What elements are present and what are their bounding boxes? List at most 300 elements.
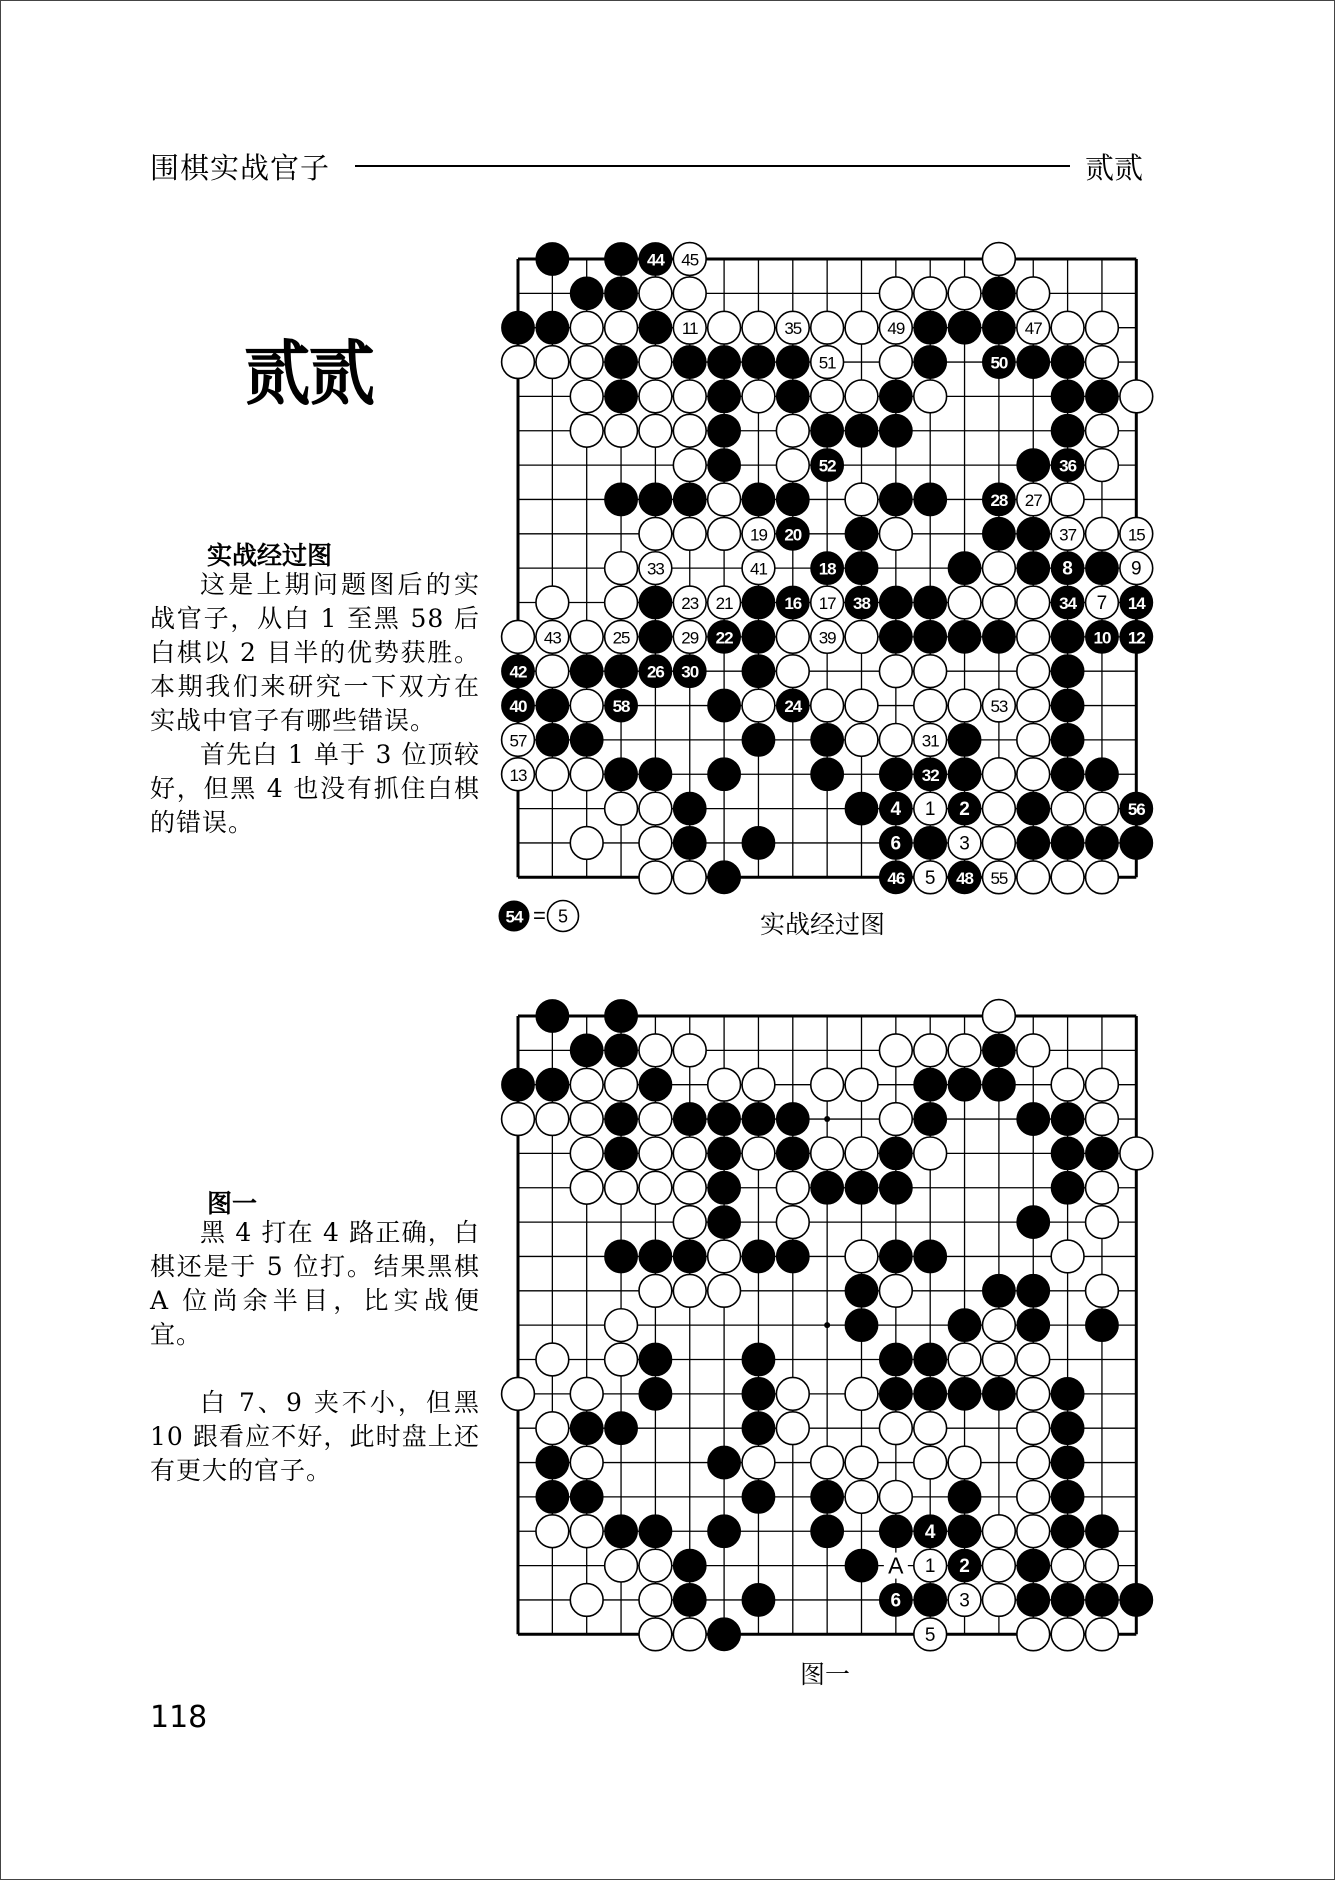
black-stone — [948, 620, 981, 653]
white-stone — [983, 586, 1016, 619]
move-number: 21 — [715, 594, 733, 613]
white-stone — [983, 758, 1016, 791]
white-stone — [948, 827, 981, 860]
move-number: 28 — [990, 490, 1008, 510]
black-stone — [673, 346, 706, 379]
move-number: 23 — [681, 594, 699, 613]
black-stone — [502, 1068, 535, 1101]
black-stone — [948, 792, 981, 825]
move-number: 38 — [853, 594, 870, 613]
black-stone — [776, 517, 809, 550]
white-stone — [1120, 552, 1153, 585]
move-number: 26 — [646, 662, 664, 682]
move-number: 15 — [1127, 525, 1145, 545]
white-stone — [605, 620, 638, 653]
black-stone — [742, 655, 775, 688]
white-stone — [536, 655, 569, 688]
black-stone — [1051, 414, 1084, 447]
black-stone — [605, 689, 638, 722]
black-stone — [570, 1034, 603, 1067]
white-stone — [673, 243, 706, 276]
black-stone — [708, 861, 741, 894]
move-number: 55 — [990, 868, 1008, 888]
white-stone — [1017, 1515, 1050, 1548]
white-stone — [639, 861, 672, 894]
white-stone — [536, 346, 569, 379]
white-stone — [639, 1618, 672, 1651]
black-stone — [914, 827, 947, 860]
white-stone — [1086, 311, 1119, 344]
white-stone — [983, 689, 1016, 722]
black-stone — [742, 827, 775, 860]
white-stone — [1051, 483, 1084, 516]
move-number: 2 — [959, 1556, 970, 1578]
white-stone — [570, 1584, 603, 1617]
white-stone — [1017, 724, 1050, 757]
white-stone — [879, 1274, 912, 1307]
white-stone — [776, 449, 809, 482]
black-stone — [1017, 1274, 1050, 1307]
white-stone — [811, 311, 844, 344]
black-stone — [1051, 724, 1084, 757]
white-stone — [983, 1343, 1016, 1376]
white-stone — [1017, 1034, 1050, 1067]
black-stone — [983, 517, 1016, 550]
section-heading-figure-1: 图一 — [207, 1189, 258, 1218]
running-header-title: 围棋实战官子 — [150, 151, 331, 185]
black-stone — [570, 655, 603, 688]
black-stone — [845, 414, 878, 447]
black-stone — [914, 620, 947, 653]
white-stone — [639, 380, 672, 413]
white-stone — [536, 1412, 569, 1445]
black-stone — [1051, 689, 1084, 722]
white-stone — [639, 552, 672, 585]
white-stone — [983, 1515, 1016, 1548]
black-stone — [536, 1446, 569, 1479]
white-stone — [673, 1137, 706, 1170]
white-stone — [570, 414, 603, 447]
white-stone — [1086, 346, 1119, 379]
black-stone — [1086, 1515, 1119, 1548]
legend-equals: = — [533, 903, 546, 928]
black-stone — [1051, 1446, 1084, 1479]
white-stone — [673, 311, 706, 344]
white-stone — [536, 1103, 569, 1136]
white-stone — [1017, 483, 1050, 516]
black-stone — [776, 1103, 809, 1136]
white-stone — [983, 243, 1016, 276]
black-stone — [914, 1584, 947, 1617]
white-stone — [570, 311, 603, 344]
black-stone — [1086, 552, 1119, 585]
move-number: 4 — [890, 799, 902, 821]
black-stone — [742, 724, 775, 757]
white-stone — [914, 1549, 947, 1582]
white-stone — [845, 311, 878, 344]
white-stone — [639, 414, 672, 447]
black-stone — [879, 620, 912, 653]
white-stone — [708, 517, 741, 550]
white-stone — [536, 1343, 569, 1376]
white-stone — [1017, 1446, 1050, 1479]
black-stone — [1086, 380, 1119, 413]
black-stone — [639, 586, 672, 619]
white-stone — [639, 1137, 672, 1170]
white-stone — [948, 1343, 981, 1376]
black-stone — [1086, 827, 1119, 860]
white-stone — [914, 861, 947, 894]
black-stone — [776, 346, 809, 379]
white-stone — [879, 1481, 912, 1514]
white-stone — [776, 1377, 809, 1410]
black-stone — [639, 483, 672, 516]
move-number: 53 — [990, 697, 1008, 717]
black-stone — [639, 311, 672, 344]
black-stone — [879, 380, 912, 413]
white-stone — [1051, 1068, 1084, 1101]
move-number: 48 — [956, 868, 974, 888]
black-stone — [983, 1377, 1016, 1410]
black-stone — [536, 311, 569, 344]
black-stone — [1017, 449, 1050, 482]
black-stone — [948, 724, 981, 757]
move-number: 52 — [818, 456, 836, 476]
white-stone — [776, 620, 809, 653]
move-number: 5 — [924, 867, 936, 889]
white-stone — [570, 827, 603, 860]
move-legend — [496, 898, 596, 942]
move-number: 1 — [924, 799, 936, 821]
black-stone — [811, 1171, 844, 1204]
white-stone — [536, 620, 569, 653]
section-body-figure-1 — [150, 1216, 480, 1488]
white-stone — [914, 277, 947, 310]
black-stone — [914, 1240, 947, 1273]
black-stone — [948, 1377, 981, 1410]
black-stone — [673, 1240, 706, 1273]
white-stone — [708, 1240, 741, 1273]
black-stone — [708, 1446, 741, 1479]
move-number: 42 — [509, 662, 527, 682]
white-stone — [879, 311, 912, 344]
white-stone — [1017, 277, 1050, 310]
white-stone — [1120, 380, 1153, 413]
white-stone — [914, 724, 947, 757]
black-stone — [605, 380, 638, 413]
black-stone — [605, 346, 638, 379]
white-stone — [879, 724, 912, 757]
black-stone — [708, 1206, 741, 1239]
black-stone — [879, 1377, 912, 1410]
white-stone — [914, 380, 947, 413]
move-number: 27 — [1024, 490, 1042, 510]
black-stone — [742, 586, 775, 619]
black-stone — [948, 758, 981, 791]
white-stone — [845, 483, 878, 516]
black-stone — [1120, 586, 1153, 619]
black-stone — [948, 1309, 981, 1342]
white-stone — [605, 1068, 638, 1101]
white-stone — [502, 758, 535, 791]
white-stone — [708, 1274, 741, 1307]
black-stone — [811, 758, 844, 791]
white-stone — [605, 586, 638, 619]
black-stone — [742, 1377, 775, 1410]
white-stone — [639, 1034, 672, 1067]
white-stone — [811, 1446, 844, 1479]
white-stone — [914, 1412, 947, 1445]
white-stone — [1086, 1103, 1119, 1136]
white-stone — [742, 1446, 775, 1479]
black-stone — [1051, 586, 1084, 619]
black-stone — [879, 792, 912, 825]
white-stone — [983, 827, 1016, 860]
black-stone — [983, 277, 1016, 310]
black-stone — [1120, 620, 1153, 653]
white-stone — [914, 1034, 947, 1067]
white-stone — [708, 483, 741, 516]
black-stone — [879, 827, 912, 860]
move-number: 17 — [818, 594, 836, 613]
white-stone — [1086, 1549, 1119, 1582]
white-stone — [639, 1103, 672, 1136]
move-number: 6 — [890, 833, 902, 855]
black-stone — [673, 1103, 706, 1136]
black-stone — [1017, 1584, 1050, 1617]
white-stone — [1051, 861, 1084, 894]
black-stone — [1086, 1309, 1119, 1342]
black-stone — [1120, 827, 1153, 860]
black-stone — [639, 1240, 672, 1273]
point-label-a: A — [888, 1552, 904, 1579]
black-stone — [1017, 792, 1050, 825]
black-stone — [708, 1618, 741, 1651]
move-number: 7 — [1096, 593, 1108, 614]
black-stone — [845, 517, 878, 550]
black-stone — [776, 1240, 809, 1273]
white-stone — [605, 1171, 638, 1204]
black-stone — [570, 277, 603, 310]
black-stone — [811, 414, 844, 447]
white-stone — [1017, 1412, 1050, 1445]
move-number: 8 — [1062, 558, 1073, 580]
white-stone — [502, 620, 535, 653]
white-stone — [1086, 414, 1119, 447]
black-stone — [983, 483, 1016, 516]
black-stone — [845, 552, 878, 585]
white-stone — [605, 1309, 638, 1342]
black-stone — [1051, 758, 1084, 791]
black-stone — [845, 586, 878, 619]
move-number: 39 — [818, 628, 836, 648]
white-stone — [673, 414, 706, 447]
white-stone — [879, 1412, 912, 1445]
black-stone — [948, 1549, 981, 1582]
white-stone — [1017, 861, 1050, 894]
black-stone — [1017, 827, 1050, 860]
black-stone — [948, 1481, 981, 1514]
black-stone — [708, 620, 741, 653]
black-stone — [948, 1068, 981, 1101]
white-stone — [605, 414, 638, 447]
black-stone — [879, 1343, 912, 1376]
move-number: 25 — [612, 628, 630, 648]
black-stone — [1086, 758, 1119, 791]
black-stone — [845, 1274, 878, 1307]
move-number: 44 — [646, 250, 664, 270]
move-number: 14 — [1127, 594, 1145, 613]
white-stone — [1017, 689, 1050, 722]
black-stone — [914, 1515, 947, 1548]
white-stone — [502, 346, 535, 379]
move-number: 30 — [681, 662, 699, 682]
black-stone — [879, 1240, 912, 1273]
board-caption-actual-game: 实战经过图 — [760, 910, 886, 939]
go-board-figure-1 — [500, 999, 1150, 1659]
white-stone — [776, 1171, 809, 1204]
white-stone — [605, 552, 638, 585]
black-stone — [605, 1412, 638, 1445]
white-stone — [673, 380, 706, 413]
white-stone — [1017, 311, 1050, 344]
move-number: 58 — [612, 697, 630, 717]
black-stone — [811, 449, 844, 482]
white-stone — [1017, 1481, 1050, 1514]
black-stone — [914, 1103, 947, 1136]
white-stone — [570, 1171, 603, 1204]
white-stone — [845, 380, 878, 413]
white-stone — [708, 1068, 741, 1101]
black-stone — [983, 311, 1016, 344]
white-stone — [1086, 1206, 1119, 1239]
black-stone — [639, 1068, 672, 1101]
black-stone — [708, 380, 741, 413]
move-number: 6 — [890, 1590, 902, 1612]
black-stone — [708, 1515, 741, 1548]
black-stone — [983, 1274, 1016, 1307]
black-stone — [1017, 1206, 1050, 1239]
white-stone — [948, 586, 981, 619]
black-stone — [811, 1481, 844, 1514]
white-stone — [502, 1103, 535, 1136]
move-number: 41 — [749, 559, 767, 579]
legend-white-move: 5 — [557, 906, 569, 927]
black-stone — [1017, 346, 1050, 379]
move-number: 32 — [921, 765, 939, 785]
white-stone — [1017, 1343, 1050, 1376]
move-number: 29 — [681, 628, 699, 648]
move-number: 36 — [1059, 456, 1077, 476]
white-stone — [845, 1446, 878, 1479]
white-stone — [879, 1103, 912, 1136]
black-stone — [1051, 1584, 1084, 1617]
black-stone — [605, 758, 638, 791]
move-number: 35 — [784, 319, 802, 339]
running-header-chapter: 贰贰 — [1085, 151, 1144, 185]
header-rule — [355, 165, 1070, 167]
black-stone — [1051, 449, 1084, 482]
white-stone — [845, 1137, 878, 1170]
black-stone — [1017, 1549, 1050, 1582]
black-stone — [605, 655, 638, 688]
black-stone — [948, 311, 981, 344]
move-number: 37 — [1059, 525, 1077, 545]
black-stone — [1051, 1412, 1084, 1445]
black-stone — [536, 1000, 569, 1033]
black-stone — [1120, 792, 1153, 825]
black-stone — [845, 1549, 878, 1582]
white-stone — [570, 1103, 603, 1136]
move-number: 31 — [921, 731, 939, 751]
black-stone — [708, 414, 741, 447]
black-stone — [536, 1068, 569, 1101]
white-stone — [776, 1412, 809, 1445]
move-number: 3 — [959, 1590, 970, 1612]
black-stone — [914, 1068, 947, 1101]
white-stone — [570, 1068, 603, 1101]
black-stone — [776, 380, 809, 413]
black-stone — [639, 1377, 672, 1410]
black-stone — [845, 792, 878, 825]
move-number: 2 — [959, 799, 970, 821]
black-stone — [1051, 655, 1084, 688]
white-stone — [845, 689, 878, 722]
black-stone — [1051, 827, 1084, 860]
white-stone — [639, 1584, 672, 1617]
white-stone — [983, 1000, 1016, 1033]
white-stone — [983, 1549, 1016, 1582]
black-stone — [639, 243, 672, 276]
move-number: 24 — [784, 697, 802, 717]
white-stone — [914, 1446, 947, 1479]
white-stone — [811, 346, 844, 379]
black-stone — [776, 586, 809, 619]
white-stone — [776, 311, 809, 344]
black-stone — [1086, 1584, 1119, 1617]
move-number: 43 — [543, 628, 561, 648]
white-stone — [742, 311, 775, 344]
white-stone — [742, 689, 775, 722]
black-stone — [845, 1309, 878, 1342]
black-stone — [742, 1412, 775, 1445]
white-stone — [811, 1137, 844, 1170]
move-number: 16 — [784, 594, 802, 613]
black-stone — [742, 1584, 775, 1617]
black-stone — [605, 1137, 638, 1170]
white-stone — [1017, 1618, 1050, 1651]
black-stone — [1051, 1481, 1084, 1514]
black-stone — [914, 346, 947, 379]
move-number: 47 — [1024, 319, 1042, 339]
move-number: 9 — [1131, 558, 1142, 580]
white-stone — [639, 827, 672, 860]
black-stone — [811, 552, 844, 585]
black-stone — [502, 689, 535, 722]
move-number: 3 — [959, 833, 970, 855]
black-stone — [1051, 1171, 1084, 1204]
white-stone — [673, 1206, 706, 1239]
white-stone — [1051, 792, 1084, 825]
black-stone — [605, 243, 638, 276]
white-stone — [1017, 586, 1050, 619]
page-number: 118 — [150, 1700, 208, 1735]
white-stone — [673, 1618, 706, 1651]
white-stone — [1051, 311, 1084, 344]
black-stone — [879, 758, 912, 791]
paragraph: 首先白 1 单于 3 位顶较好，但黑 4 也没有抓住白棋的错误。 — [150, 740, 480, 837]
black-stone — [742, 1240, 775, 1273]
